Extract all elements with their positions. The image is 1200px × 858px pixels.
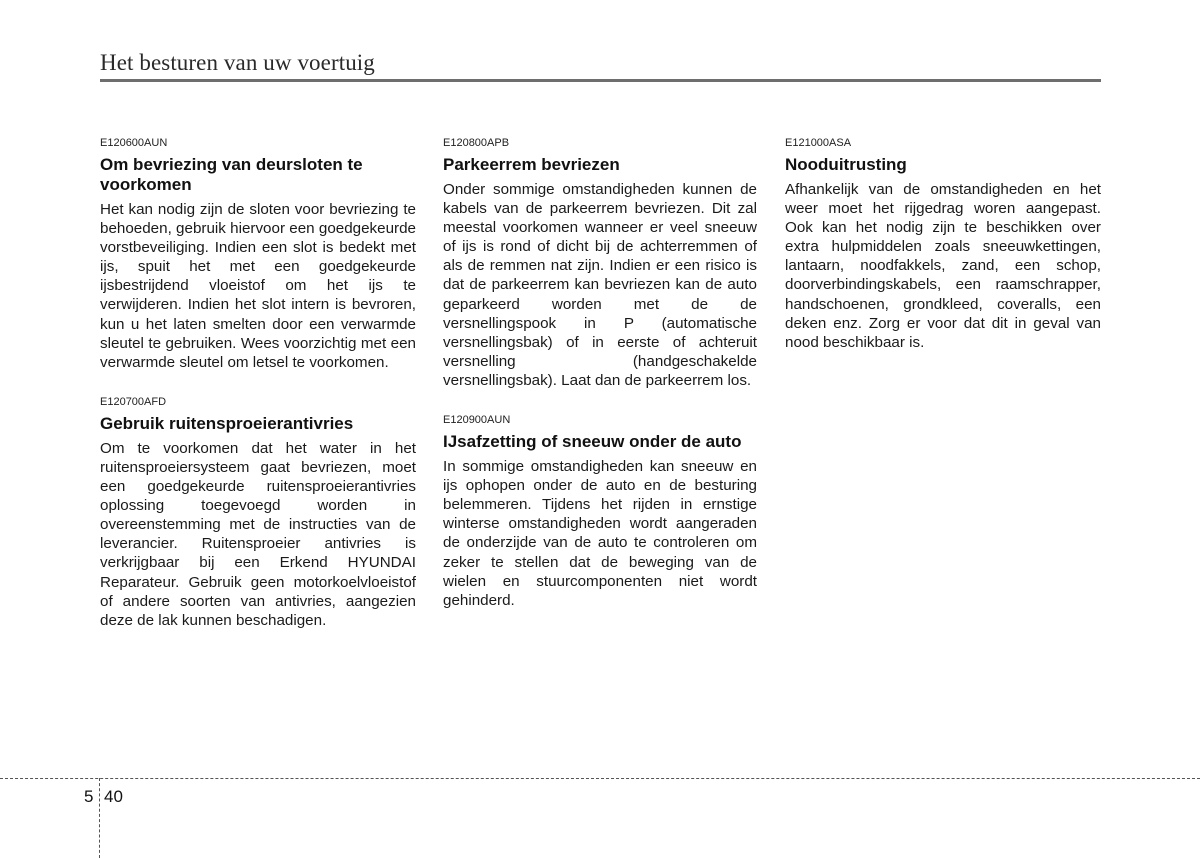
- section-code: E120700AFD: [100, 395, 167, 408]
- page-header-title: Het besturen van uw voertuig: [100, 50, 375, 75]
- section-heading: Gebruik ruitensproeierantivries: [100, 413, 354, 433]
- section-body: Het kan nodig zijn de sloten voor bevriezing te behoeden, gebruik hiervoor een goedgekeurde vorstbeveiliging. Indien een slot is bedekt met ijs, spuit het met een goedgekeurde ijsbestrijdend vloeistof om het ijs te verwijderen. Indien het slot intern is bevroren, kun u het laten smelten door een verwarmde sleutel te gebruiken. Wees voorzichtig met een verwarmde sleutel om letsel te voorkomen.: [100, 201, 416, 371]
- section-ijsafzetting: [443, 414, 759, 610]
- page-number: 40: [104, 787, 123, 806]
- section-heading: Nooduitrusting: [785, 155, 907, 174]
- section-code: E120600AUN: [100, 137, 168, 149]
- section-body: Onder sommige omstandigheden kunnen de kabels van de parkeerrem bevriezen. Dit zal meestal voorkomen wanneer er veel sneeuw of ijs is rond of dicht bij de achterremmen of als de remmen nat zijn. Indien er een risico is dat de parkeerrem kan bevriezen kan de auto geparkeerd worden met de de versnellingspook in P (automatische versnellingsbak) of in eerste of achteruit versnelling (handgeschakelde versnellingsbak). Laat dan de parkeerrem los.: [443, 181, 757, 389]
- section-deursloten: [100, 137, 416, 372]
- section-body: Om te voorkomen dat het water in het ruitensproeiersysteem gaat bevriezen, moet een goedgekeurde ruitensproeierantivries oplossing toegevoegd worden in overeenstemming met de instructies van de leverancier. Ruitensproeier antivries is verkrijgbaar bij een Erkend HYUNDAI Reparateur. Gebruik geen motorkoelvloeistof of andere soorten van antivries, aangezien deze de lak kunnen beschadigen.: [100, 439, 416, 629]
- chapter-number: 5: [84, 787, 94, 806]
- column-right: [785, 137, 1101, 376]
- column-middle: [443, 137, 759, 634]
- section-code: E120900AUN: [443, 414, 511, 427]
- section-nooduitrusting: [785, 137, 1101, 352]
- column-left: [100, 137, 416, 654]
- section-ruitensproeier: [100, 396, 416, 630]
- footer-rule: [0, 778, 1200, 779]
- section-code: E121000ASA: [785, 137, 852, 149]
- section-parkeerrem: [443, 137, 759, 390]
- section-heading: IJsafzetting of sneeuw onder de auto: [443, 432, 742, 452]
- section-body: Afhankelijk van de omstandigheden en het weer moet het rijgedrag woren aangepast. Ook kan het nodig zijn te beschikken over extra hulpmiddelen zoals sneeuwkettingen, lantaarn, noodfakkels, zand, een schop, doorverbindingskabels, een raamschrapper, handschoenen, grondkleed, coveralls, een deken enz. Zorg er voor dat dit in geval van nood beschikbaar is.: [785, 181, 1101, 351]
- section-heading: Om bevriezing van deursloten te voorkomen: [100, 155, 363, 194]
- section-code: E120800APB: [443, 137, 510, 149]
- footer-vertical-rule: [99, 778, 100, 858]
- section-body: In sommige omstandigheden kan sneeuw en ijs ophopen onder de auto en de besturing belemmeren. Tijdens het rijden in ernstige winterse omstandigheden wordt aangeraden de onderzijde van de auto te controleren om zeker te stellen dat de beweging van de wielen en stuurcomponenten niet wordt gehinderd.: [443, 458, 757, 609]
- section-heading: Parkeerrem bevriezen: [443, 155, 620, 174]
- header-rule: [100, 79, 1101, 82]
